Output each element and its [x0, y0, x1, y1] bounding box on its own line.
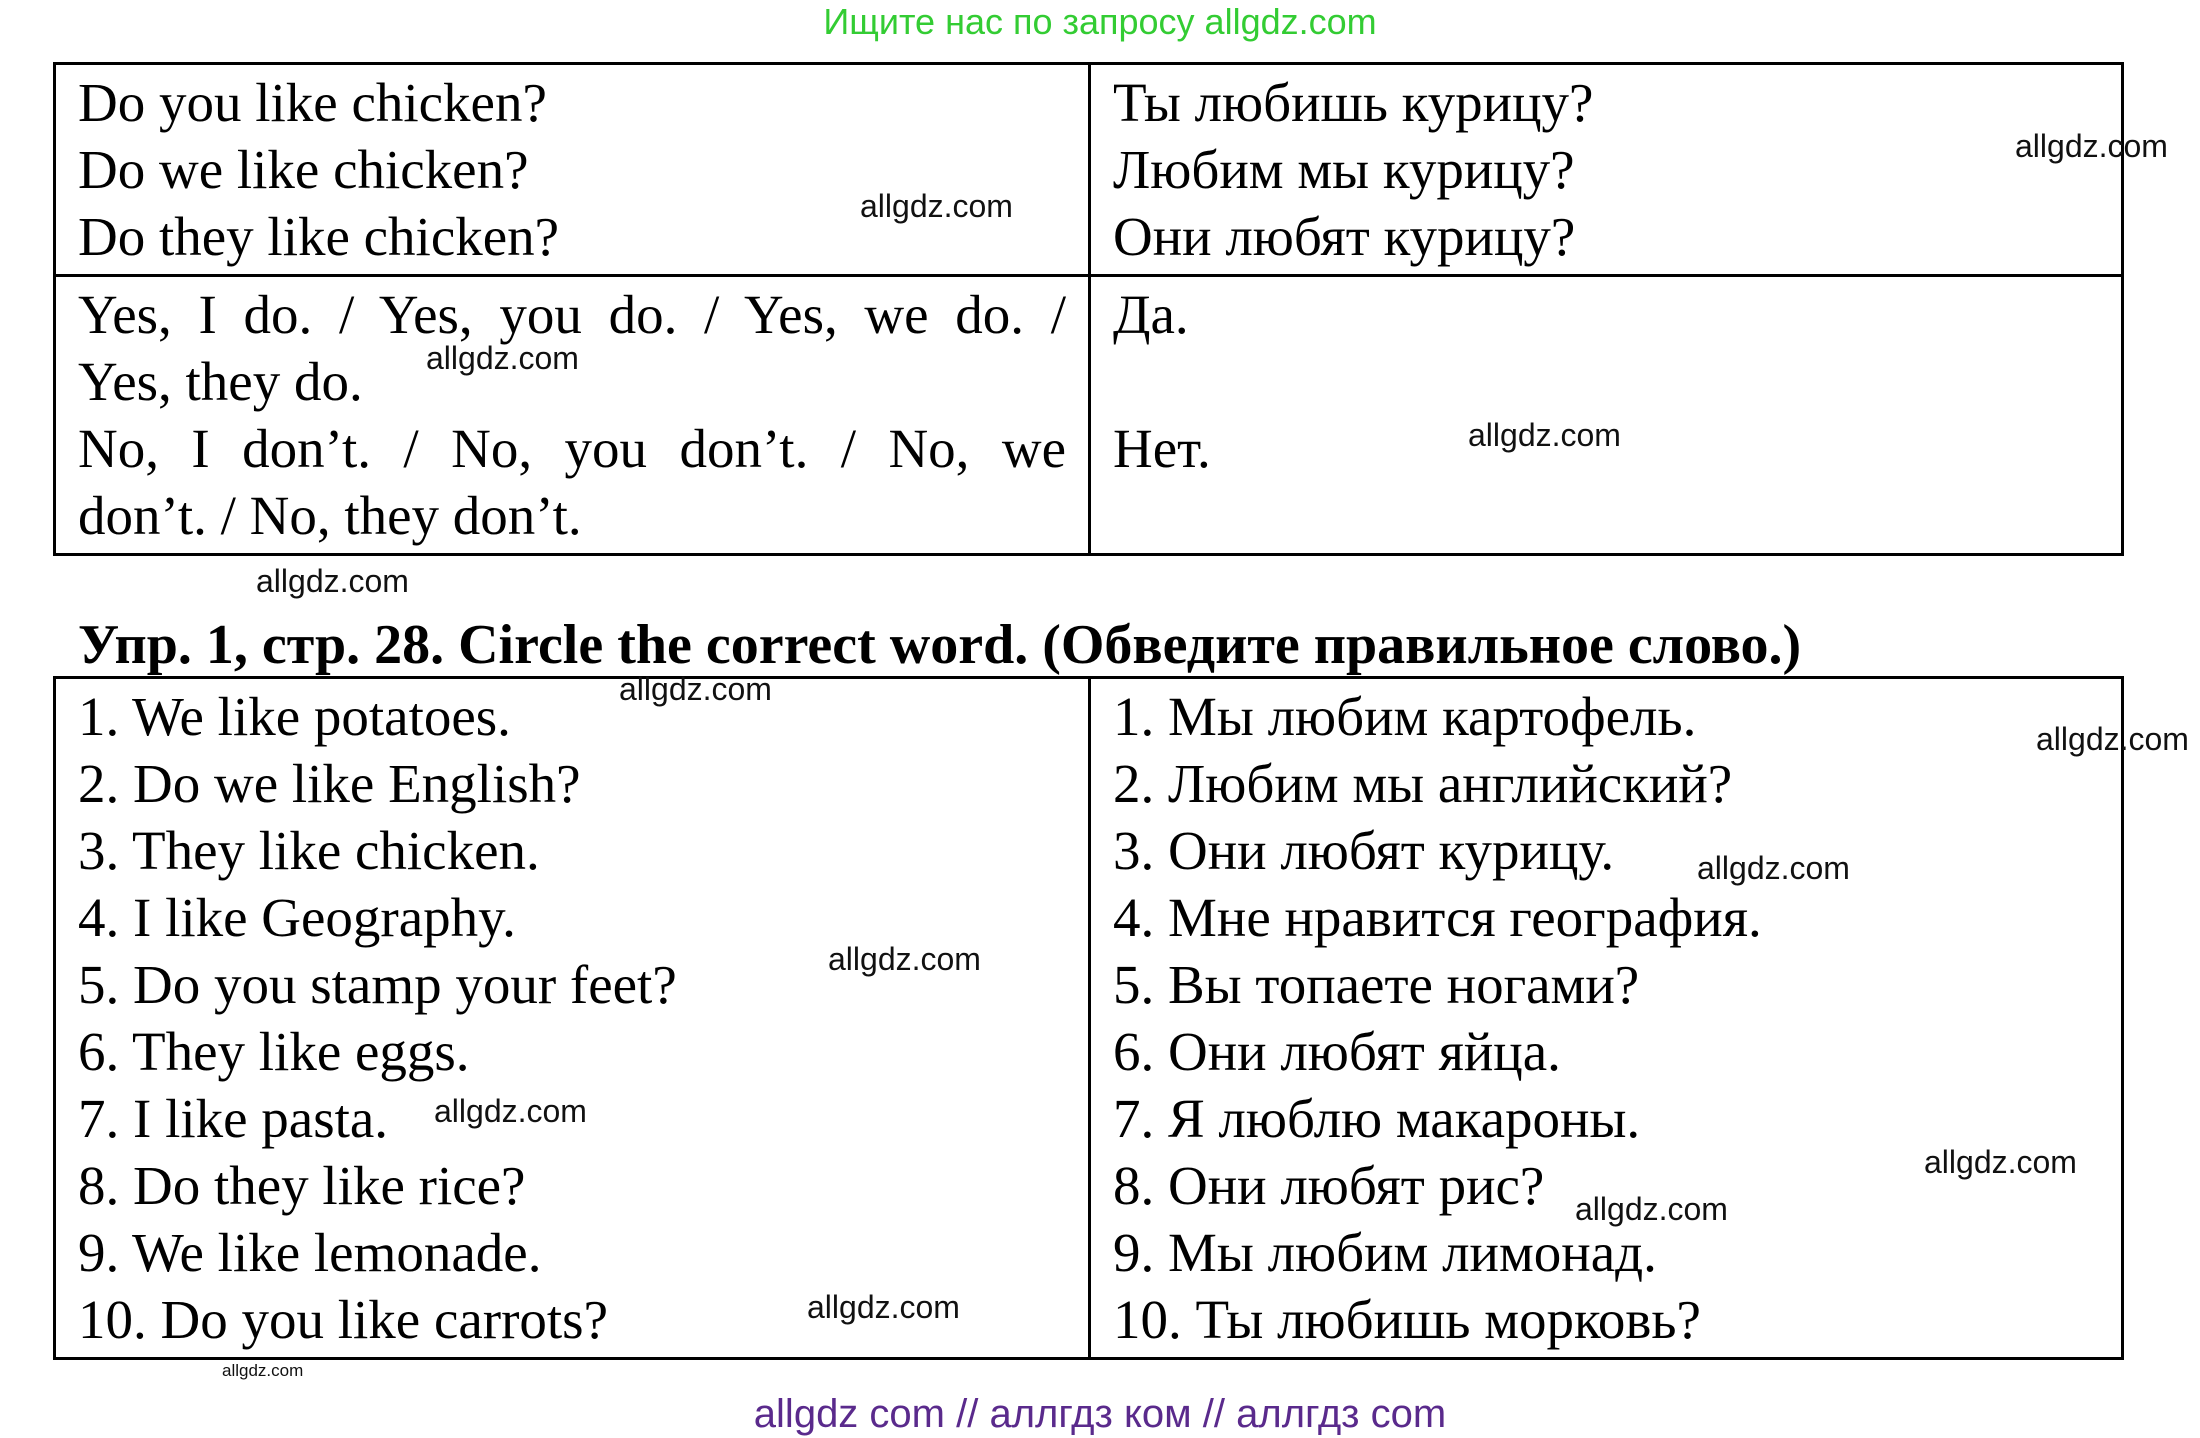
- list-item: 8. Do they like rice?: [78, 1155, 526, 1216]
- list-item: 2. Do we like English?: [78, 753, 581, 814]
- answer-yes-continued: Yes, they do.: [78, 351, 363, 412]
- russian-line: Ты любишь курицу?: [1113, 72, 1594, 133]
- exercise-table: [53, 676, 2124, 1360]
- english-line: Do they like chicken?: [78, 206, 560, 267]
- list-item: 1. Мы любим картофель.: [1113, 686, 1697, 747]
- watermark: allgdz.com: [222, 1361, 304, 1380]
- list-item: 10. Ты любишь морковь?: [1113, 1289, 1701, 1350]
- watermark: allgdz.com: [828, 941, 981, 977]
- table-row: [55, 276, 2123, 555]
- russian-line: Любим мы курицу?: [1113, 139, 1575, 200]
- russian-line: Они любят курицу?: [1113, 206, 1576, 267]
- answer-yes-line: Yes, I do. / Yes, you do. / Yes, we do. /: [78, 284, 1066, 345]
- watermark: allgdz.com: [2036, 721, 2189, 757]
- list-item: 7. I like pasta.: [78, 1088, 389, 1149]
- spacer-line: [1113, 348, 2099, 415]
- table-row: [55, 678, 2123, 1359]
- list-item: 4. I like Geography.: [78, 887, 516, 948]
- watermark: allgdz.com: [256, 563, 409, 599]
- site-banner[interactable]: Ищите нас по запросу allgdz.com: [823, 1, 1377, 42]
- list-item: 2. Любим мы английский?: [1113, 753, 1733, 814]
- list-item: 7. Я люблю макароны.: [1113, 1088, 1641, 1149]
- watermark: allgdz.com: [1468, 417, 1621, 453]
- list-item: 8. Они любят рис?: [1113, 1155, 1545, 1216]
- table-row: [55, 64, 2123, 276]
- russian-questions-cell: [1090, 64, 2123, 276]
- english-sentences-cell: [55, 678, 1090, 1359]
- watermark: allgdz.com: [619, 671, 772, 707]
- english-line: Do you like chicken?: [78, 72, 547, 133]
- answer-yes-translation: Да.: [1113, 284, 1189, 345]
- watermark: allgdz.com: [1697, 850, 1850, 886]
- exercise-heading: Упр. 1, стр. 28. Circle the correct word. (Обведите правильное слово.): [78, 614, 1802, 676]
- watermark: allgdz.com: [2015, 128, 2168, 164]
- watermark: allgdz.com: [860, 188, 1013, 224]
- answer-no-continued: don’t. / No, they don’t.: [78, 485, 582, 546]
- list-item: 3. Они любят курицу.: [1113, 820, 1615, 881]
- russian-answers-cell: [1090, 276, 2123, 555]
- answer-no-translation: Нет.: [1113, 418, 1211, 479]
- list-item: 1. We like potatoes.: [78, 686, 511, 747]
- english-answers-cell: [55, 276, 1090, 555]
- watermark: allgdz.com: [1924, 1144, 2077, 1180]
- list-item: 9. Мы любим лимонад.: [1113, 1222, 1657, 1283]
- list-item: 6. They like eggs.: [78, 1021, 470, 1082]
- list-item: 10. Do you like carrots?: [78, 1289, 608, 1350]
- footer-links[interactable]: allgdz com // аллгдз ком // аллгдз com: [753, 1392, 1447, 1436]
- list-item: 5. Вы топаете ногами?: [1113, 954, 1640, 1015]
- watermark: allgdz.com: [807, 1289, 960, 1325]
- pronoun-question-table: [53, 62, 2124, 556]
- list-item: 9. We like lemonade.: [78, 1222, 542, 1283]
- watermark: allgdz.com: [426, 340, 579, 376]
- watermark: allgdz.com: [1575, 1191, 1728, 1227]
- russian-sentences-cell: [1090, 678, 2123, 1359]
- list-item: 6. Они любят яйца.: [1113, 1021, 1561, 1082]
- english-questions-cell: [55, 64, 1090, 276]
- list-item: 3. They like chicken.: [78, 820, 540, 881]
- list-item: 5. Do you stamp your feet?: [78, 954, 677, 1015]
- list-item: 4. Мне нравится география.: [1113, 887, 1762, 948]
- english-line: Do we like chicken?: [78, 139, 529, 200]
- answer-no-line: No, I don’t. / No, you don’t. / No, we: [78, 418, 1066, 479]
- watermark: allgdz.com: [434, 1093, 587, 1129]
